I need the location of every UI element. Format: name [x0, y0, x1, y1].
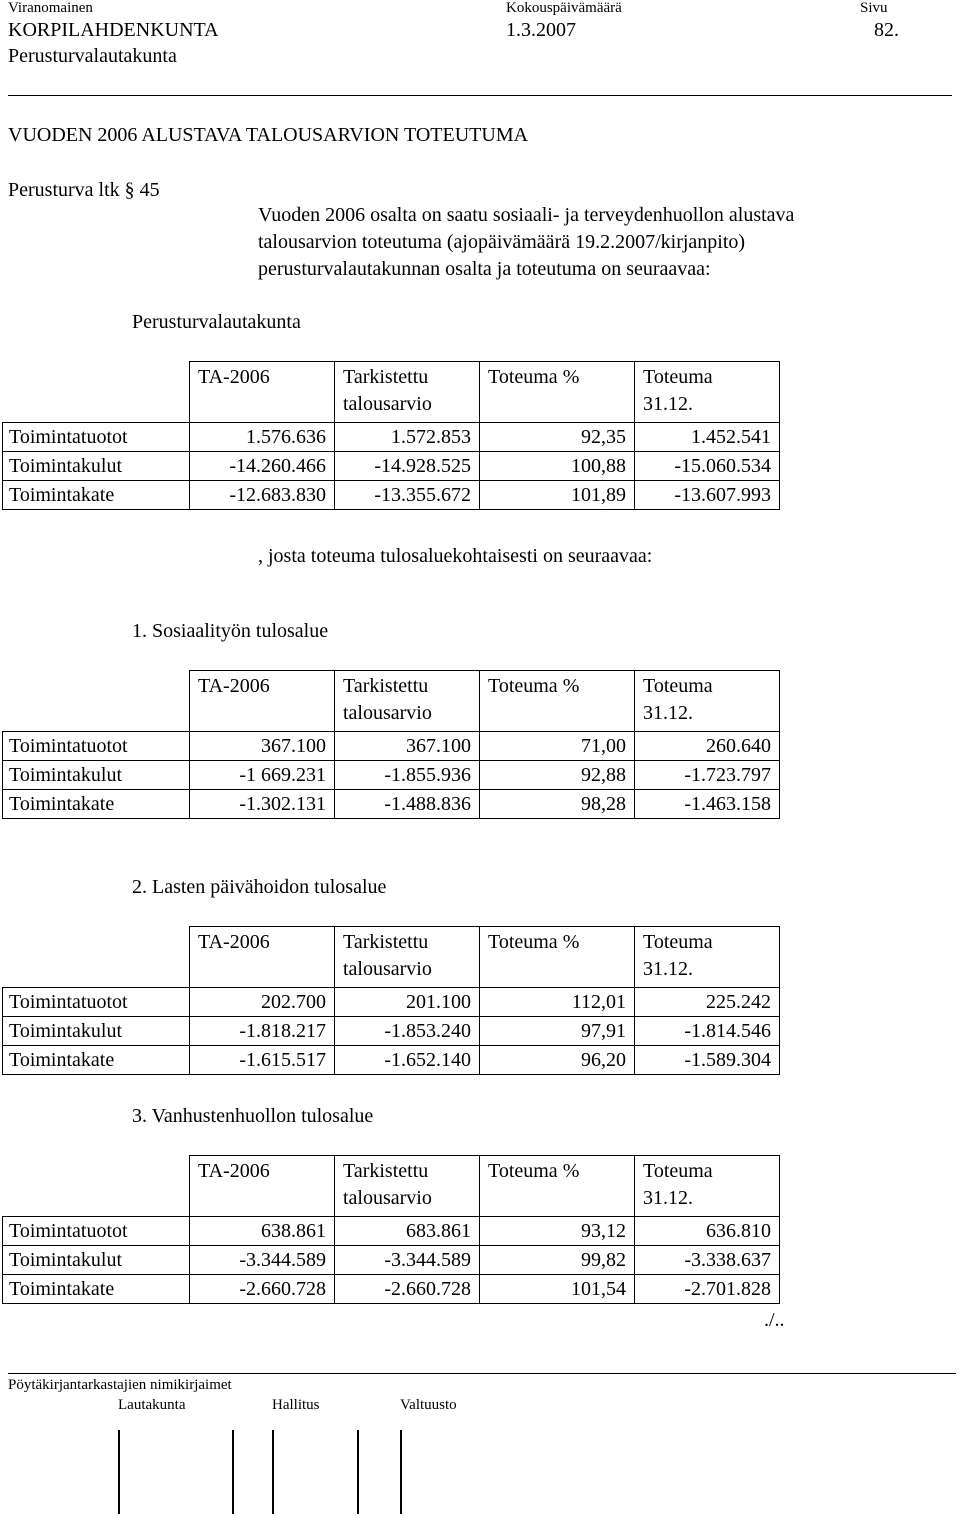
cell-tot: -1.589.304: [635, 1046, 780, 1075]
cell-tark: -14.928.525: [335, 452, 480, 481]
cell-tot: -2.701.828: [635, 1275, 780, 1304]
cell-tark: -1.855.936: [335, 761, 480, 790]
cell-ta: 202.700: [190, 988, 335, 1017]
row-label: Toimintakulut: [3, 1017, 190, 1046]
cell-tark: 683.861: [335, 1217, 480, 1246]
cell-ta: 367.100: [190, 732, 335, 761]
col-tot: Toteuma 31.12.: [635, 671, 780, 732]
table-row: [3, 1217, 780, 1246]
col-pct: Toteuma %: [480, 1156, 635, 1217]
cell-tot: -13.607.993: [635, 481, 780, 510]
continued-marker: ./..: [764, 1309, 785, 1331]
cell-tot: 260.640: [635, 732, 780, 761]
col-pct: Toteuma %: [480, 671, 635, 732]
header-label-date: Kokouspäivämäärä: [506, 0, 622, 16]
row-label: Toimintakate: [3, 790, 190, 819]
header-divider: [8, 95, 952, 96]
cell-tark: 367.100: [335, 732, 480, 761]
page-title: VUODEN 2006 ALUSTAVA TALOUSARVION TOTEUTUMA: [8, 124, 529, 146]
col-tark: Tarkistettu talousarvio: [335, 1156, 480, 1217]
cell-pct: 99,82: [480, 1246, 635, 1275]
intro-line-2: talousarvion toteutuma (ajopäivämäärä 19.2.2007/kirjanpito): [258, 231, 746, 253]
cell-pct: 92,88: [480, 761, 635, 790]
cell-pct: 93,12: [480, 1217, 635, 1246]
cell-tot: 1.452.541: [635, 423, 780, 452]
cell-pct: 96,20: [480, 1046, 635, 1075]
col-ta: TA-2006: [190, 1156, 335, 1217]
main-heading: Perusturvalautakunta: [132, 311, 301, 333]
cell-tot: -1.814.546: [635, 1017, 780, 1046]
footer-divider: [8, 1373, 956, 1374]
header-blank: [3, 362, 190, 423]
subheading-1: 1. Sosiaalityön tulosalue: [132, 620, 329, 642]
cell-ta: 638.861: [190, 1217, 335, 1246]
intro-line-3: perusturvalautakunnan osalta ja toteutuma on seuraavaa:: [258, 258, 711, 280]
row-label: Toimintakate: [3, 1275, 190, 1304]
budget-table-social-work: [2, 670, 780, 819]
section-label: Perusturva ltk § 45: [8, 179, 160, 201]
cell-tot: -1.463.158: [635, 790, 780, 819]
header-municipality: KORPILAHDENKUNTA: [8, 19, 219, 41]
cell-ta: -14.260.466: [190, 452, 335, 481]
signature-box-line: [232, 1430, 234, 1514]
header-board: Perusturvalautakunta: [8, 45, 177, 67]
row-label: Toimintatuotot: [3, 423, 190, 452]
footer-col-hallitus: Hallitus: [272, 1397, 320, 1413]
cell-pct: 98,28: [480, 790, 635, 819]
cell-tot: -3.338.637: [635, 1246, 780, 1275]
subheading-3: 3. Vanhustenhuollon tulosalue: [132, 1105, 374, 1127]
cell-pct: 101,89: [480, 481, 635, 510]
footer-col-valtuusto: Valtuusto: [400, 1397, 457, 1413]
intro-line-1: Vuoden 2006 osalta on saatu sosiaali- ja terveydenhuollon alustava: [258, 204, 795, 226]
col-tark: Tarkistettu talousarvio: [335, 671, 480, 732]
breakdown-intro: , josta toteuma tulosaluekohtaisesti on seuraavaa:: [258, 545, 653, 567]
cell-tot: 636.810: [635, 1217, 780, 1246]
header-label-authority: Viranomainen: [8, 0, 93, 16]
footer-initials-label: Pöytäkirjantarkastajien nimikirjaimet: [8, 1377, 232, 1393]
col-tot: Toteuma 31.12.: [635, 362, 780, 423]
row-label: Toimintatuotot: [3, 1217, 190, 1246]
cell-ta: -1.615.517: [190, 1046, 335, 1075]
subheading-2: 2. Lasten päivähoidon tulosalue: [132, 876, 387, 898]
cell-tark: 1.572.853: [335, 423, 480, 452]
table-row: [3, 761, 780, 790]
cell-ta: -2.660.728: [190, 1275, 335, 1304]
cell-ta: -1 669.231: [190, 761, 335, 790]
cell-tark: -1.652.140: [335, 1046, 480, 1075]
cell-tot: 225.242: [635, 988, 780, 1017]
table-row: [3, 423, 780, 452]
cell-pct: 97,91: [480, 1017, 635, 1046]
col-tark: Tarkistettu talousarvio: [335, 927, 480, 988]
row-label: Toimintakulut: [3, 761, 190, 790]
cell-tark: -2.660.728: [335, 1275, 480, 1304]
cell-ta: -1.818.217: [190, 1017, 335, 1046]
col-tot: Toteuma 31.12.: [635, 1156, 780, 1217]
cell-tark: 201.100: [335, 988, 480, 1017]
table-row: [3, 790, 780, 819]
row-label: Toimintakate: [3, 481, 190, 510]
table-row: [3, 1046, 780, 1075]
header-blank: [3, 1156, 190, 1217]
row-label: Toimintakulut: [3, 1246, 190, 1275]
cell-tark: -1.488.836: [335, 790, 480, 819]
footer-col-lautakunta: Lautakunta: [118, 1397, 186, 1413]
table-row: [3, 452, 780, 481]
cell-tot: -1.723.797: [635, 761, 780, 790]
cell-ta: -12.683.830: [190, 481, 335, 510]
header-label-page: Sivu: [860, 0, 888, 16]
budget-table-daycare: [2, 926, 780, 1075]
signature-box-line: [357, 1430, 359, 1514]
table-row: [3, 1246, 780, 1275]
col-tot: Toteuma 31.12.: [635, 927, 780, 988]
col-ta: TA-2006: [190, 927, 335, 988]
cell-ta: -1.302.131: [190, 790, 335, 819]
col-pct: Toteuma %: [480, 362, 635, 423]
budget-table-elderly-care: [2, 1155, 780, 1304]
col-ta: TA-2006: [190, 671, 335, 732]
signature-box-line: [272, 1430, 274, 1514]
cell-pct: 112,01: [480, 988, 635, 1017]
cell-ta: -3.344.589: [190, 1246, 335, 1275]
cell-tot: -15.060.534: [635, 452, 780, 481]
col-pct: Toteuma %: [480, 927, 635, 988]
table-row: [3, 1017, 780, 1046]
cell-pct: 71,00: [480, 732, 635, 761]
row-label: Toimintatuotot: [3, 732, 190, 761]
budget-table-total: [2, 361, 780, 510]
col-tark: Tarkistettu talousarvio: [335, 362, 480, 423]
table-row: [3, 1275, 780, 1304]
cell-tark: -13.355.672: [335, 481, 480, 510]
row-label: Toimintakate: [3, 1046, 190, 1075]
cell-tark: -1.853.240: [335, 1017, 480, 1046]
col-ta: TA-2006: [190, 362, 335, 423]
header-date: 1.3.2007: [506, 19, 576, 41]
table-row: [3, 481, 780, 510]
header-blank: [3, 671, 190, 732]
header-page: 82.: [874, 19, 899, 41]
row-label: Toimintatuotot: [3, 988, 190, 1017]
row-label: Toimintakulut: [3, 452, 190, 481]
cell-pct: 100,88: [480, 452, 635, 481]
table-row: [3, 988, 780, 1017]
cell-pct: 101,54: [480, 1275, 635, 1304]
table-row: [3, 732, 780, 761]
cell-tark: -3.344.589: [335, 1246, 480, 1275]
signature-box-line: [400, 1430, 402, 1514]
cell-ta: 1.576.636: [190, 423, 335, 452]
header-blank: [3, 927, 190, 988]
cell-pct: 92,35: [480, 423, 635, 452]
signature-box-line: [118, 1430, 120, 1514]
